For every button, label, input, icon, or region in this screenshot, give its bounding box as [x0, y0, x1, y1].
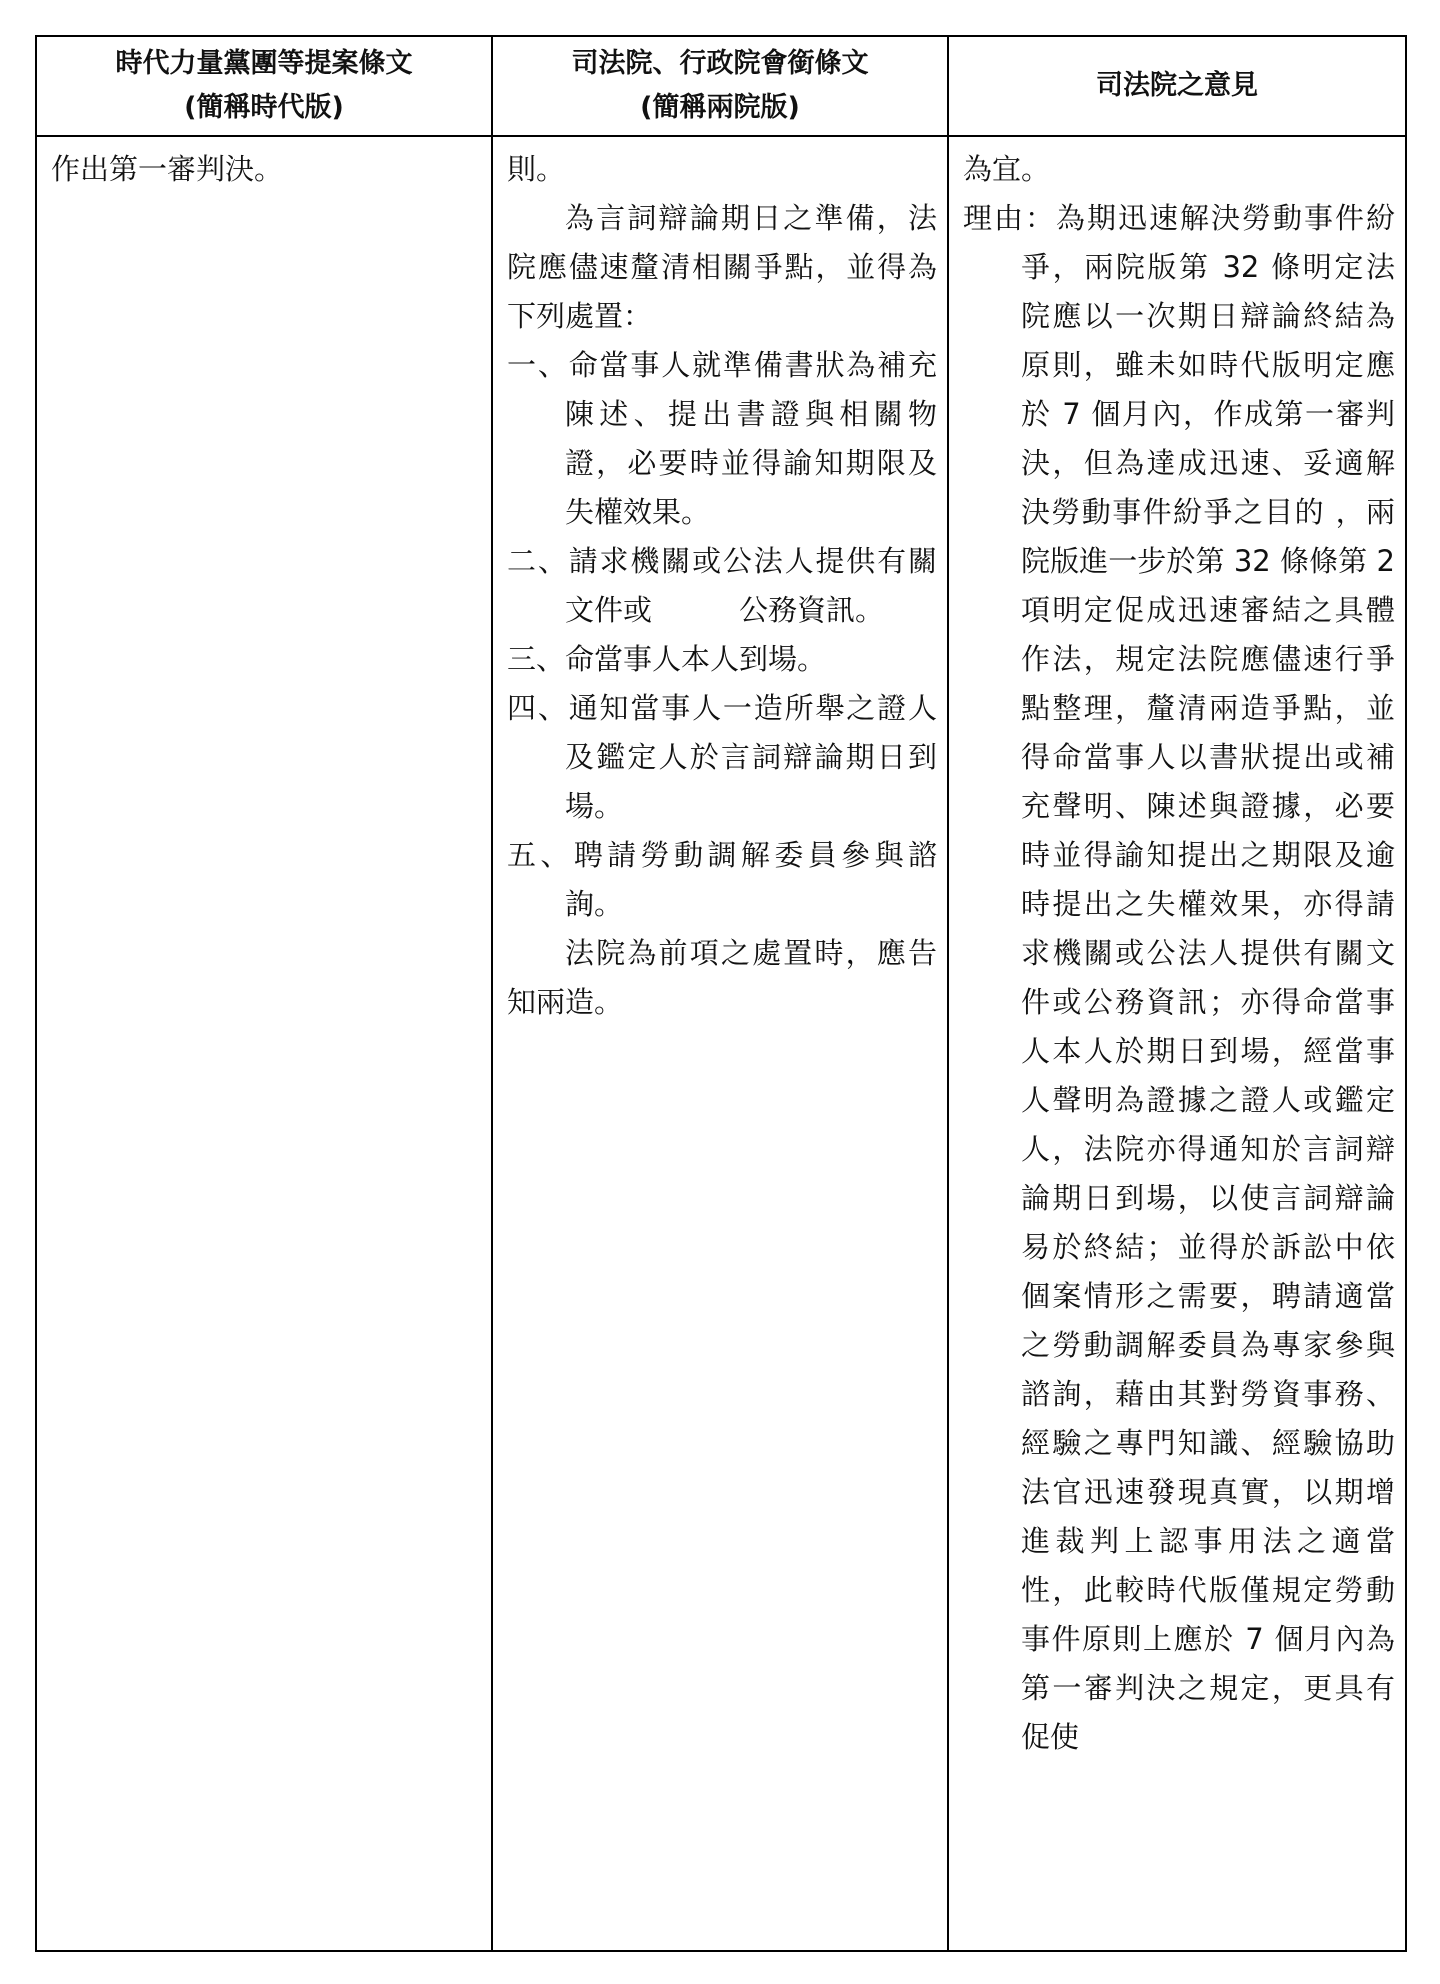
- col2-closing: 法院為前項之處置時，應告知兩造。: [507, 936, 937, 1019]
- col2-item-3: 三、命當事人本人到場。: [507, 642, 827, 676]
- col3-lead: 為宜。: [963, 152, 1051, 186]
- col2-item-1: 一、命當事人就準備書狀為補充陳述、提出書證與相關物證，必要時並得諭知期限及失權效果。: [507, 348, 937, 529]
- cell-col1: [36, 136, 492, 1951]
- col2-item-2: 二、請求機關或公法人提供有關文件或 公務資訊。: [507, 544, 937, 627]
- header-col3-line1: 司法院之意見: [1096, 70, 1258, 101]
- col1-text: 作出第一審判決。: [51, 152, 284, 186]
- cell-col2: [492, 136, 948, 1951]
- body-row: [36, 136, 1406, 1951]
- col2-item-4: 四、通知當事人一造所舉之證人及鑑定人於言詞辯論期日到場。: [507, 691, 937, 823]
- header-col2: [492, 36, 948, 136]
- header-col1-line1: 時代力量黨團等提案條文: [115, 48, 413, 79]
- header-col2-line2: (簡稱兩院版): [640, 92, 800, 123]
- cell-col3: [948, 136, 1406, 1951]
- header-col1: [36, 36, 492, 136]
- header-row: [36, 36, 1406, 136]
- col2-lead: 則。: [507, 152, 566, 186]
- col3-reason: 理由：為期迅速解決勞動事件紛爭，兩院版第 32 條明定法院應以一次期日辯論終結為原則，雖未如時代版明定應於 7 個月內，作成第一審判決，但為達成迅速、妥適解決勞動事件紛爭之目的 ，兩院版進一步於第 32 條條第 2 項明定促成迅速審結之具體作法，規定法院應儘速行爭點整理，釐清兩造爭點，並得命當事人以書狀提出或補充聲明、陳述與證據，必要時並得諭知提出之期限及逾時提出之失權效果，亦得請求機關或公法人提供有關文件或公務資訊；亦得命當事人本人於期日到場，經當事人聲明為證據之證人或鑑定人，法院亦得通知於言詞辯論期日到場，以使言詞辯論易於終結；並得於訴訟中依個案情形之需要，聘請適當之勞動調解委員為專家參與諮詢，藉由其對勞資事務、經驗之專門知識、經驗協助法官迅速發現真實，以期增進裁判上認事用法之適當性，此較時代版僅規定勞動事件原則上應於 7 個月內為第一審判決之規定，更具有促使: [963, 201, 1395, 1754]
- header-col1-line2: (簡稱時代版): [184, 92, 344, 123]
- comparison-table: [35, 35, 1407, 1952]
- col2-intro: 為言詞辯論期日之準備，法院應儘速釐清相關爭點，並得為下列處置：: [507, 201, 937, 333]
- col2-item-5: 五、聘請勞動調解委員參與諮詢。: [507, 838, 937, 921]
- header-col2-line1: 司法院、行政院會銜條文: [571, 48, 869, 79]
- header-col3: [948, 36, 1406, 136]
